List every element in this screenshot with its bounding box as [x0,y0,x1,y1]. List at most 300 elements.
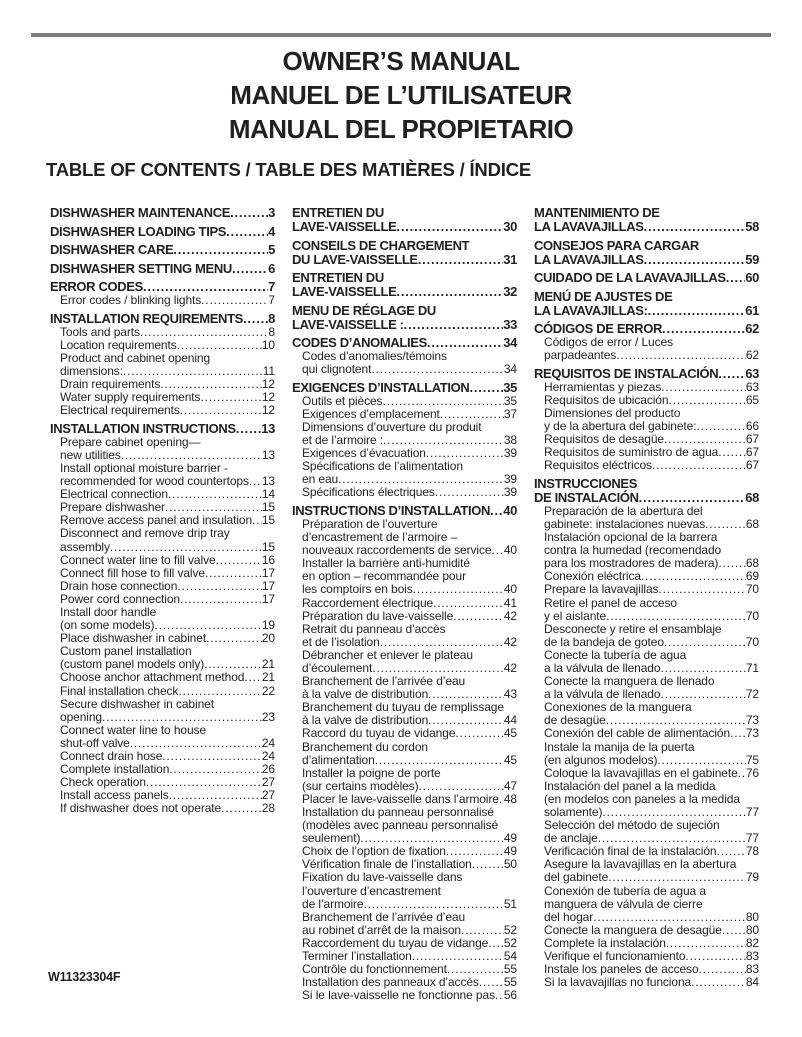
toc-entry-text: Conexión del cable de alimentación [544,726,731,741]
toc-entry-text: Raccord du tuyau de vidange [302,726,456,741]
toc-entry [50,698,275,724]
toc-entry-text: parpadeantes [544,348,617,363]
toc-entry-line [60,404,275,417]
dot-leader [691,976,746,989]
toc-entry-line [50,262,275,276]
toc-entry [534,623,759,649]
toc-page-number: 56 [503,988,517,1003]
dot-leader [380,636,504,649]
toc-entry-text: y de la abertura del gabinete: [544,418,697,433]
toc-entry-line: Débrancher et enlever le plateau [302,647,473,662]
toc-entry [50,593,275,606]
toc-entry-text: Check operation [60,775,146,790]
title-english: OWNER’S MANUAL [282,46,520,76]
toc-entry-line [302,898,517,911]
toc-entry-line: manguera de válvula de cierre [544,896,703,911]
toc-entry-text: Electrical requirements [60,403,180,418]
toc-entry-line: d’encastrement de l’armoire – [302,530,458,545]
dot-leader [419,780,504,793]
toc-entry-text: les comptoirs en bois [302,582,413,597]
toc-entry-text: de la bandeja de goteo [544,634,664,649]
toc-entry-text: Installation des panneaux d’accès [302,975,479,990]
toc-entry [292,806,517,845]
toc-entry-text: CUIDADO DE LA LAVAVAJILLAS [534,270,726,285]
toc-entry-line [544,636,759,649]
toc-entry-text: gabinete: instalaciones nuevas [544,516,706,531]
toc-entry [50,645,275,671]
toc-page-number: 24 [261,735,275,750]
toc-entry-line [302,727,517,740]
toc-entry-line: Disconnect and remove drip tray [60,526,230,541]
toc-entry-line: Asegure la lavavajillas en la abertura [544,857,737,872]
toc-section-heading [534,239,759,267]
dot-leader [140,326,269,339]
toc-entry-line: Branchement de l’arrivée d’eau [302,674,466,689]
toc-page-number: 68 [745,489,759,505]
dot-leader [180,404,262,417]
toc-entry-line: Conexión de tubería de agua a [544,883,706,898]
toc-entry-text: CODES D’ANOMALIES [292,335,427,350]
dot-leader [639,491,746,505]
toc-page-number: 67 [745,432,759,447]
toc-entry-line: contra la humedad (recomendado [544,543,722,558]
toc-entry-text: y el aislante [544,608,607,623]
toc-entry [534,701,759,727]
toc-page-number: 58 [745,219,759,234]
toc-page-number: 32 [503,284,517,299]
toc-column-english [50,206,275,1002]
toc-entry-line: Conecte la tubería de agua [544,647,687,662]
toc-entry-line: Dimensions d’ouverture du produit [302,419,482,434]
toc-page-number: 80 [745,909,759,924]
toc-page-number: 47 [503,778,517,793]
toc-entry-text: Place dishwasher in cabinet [60,631,207,646]
toc-entry [292,408,517,421]
toc-entry [292,557,517,596]
toc-section-heading [50,280,275,294]
toc-entry-text: Vérification finale de l’installation [302,857,472,872]
toc-page-number: 26 [261,762,275,777]
toc-entry-line [534,322,759,336]
toc-page-number: 66 [745,418,759,433]
dot-leader [221,802,262,815]
toc-entry-text: Water supply requirements [60,390,201,405]
toc-entry-text: REQUISITOS DE INSTALACIÓN [534,365,719,381]
toc-page-number: 35 [503,379,517,395]
toc-entry-text: Connect drain hose [60,749,163,763]
toc-entry-line [534,271,759,285]
toc-page-number: 70 [745,582,759,597]
manual-title [0,44,802,146]
toc-entry-line [292,318,517,332]
toc-section-heading [50,262,275,276]
toc-entry-text: Si le lave-vaisselle ne fonctionne pas [302,988,495,1003]
dot-leader [206,632,262,645]
toc-entry-text: Conexión eléctrica [544,569,641,584]
toc-entry-text: Tools and parts [60,324,140,339]
dot-leader [608,871,746,884]
dot-leader [435,486,504,499]
toc-entry-line: Branchement de l’arrivée d’eau [302,909,466,924]
toc-entry-line [50,280,275,294]
toc-entry-text: Coloque la lavavajillas en el gabinete [544,765,738,780]
toc-entry-text: au robinet d’arrêt de la maison [302,922,461,937]
toc-entry [534,767,759,780]
toc-entry-text: Exigences d’évacuation [302,446,426,461]
toc-page-number: 70 [745,608,759,623]
toc-entry-line [60,685,275,698]
toc-entry [50,567,275,580]
toc-page-number: 72 [745,687,759,702]
toc-page-number: 27 [261,788,275,803]
toc-section-heading [50,422,275,436]
toc-entry [50,339,275,352]
toc-entry-text: assembly [60,539,110,554]
toc-page-number: 77 [745,805,759,819]
toc-entry-line: Fixation du lave-vaisselle dans [302,870,463,885]
toc-entry [534,819,759,845]
toc-page-number: 3 [268,205,275,220]
toc-page-number: 55 [503,962,517,977]
toc-entry [292,675,517,701]
toc-entry-text: Drain requirements [60,376,161,391]
toc-page-number: 79 [745,870,759,885]
toc-entry-text: Final installation check [60,683,179,698]
toc-page-number: 44 [503,713,517,728]
toc-page-number: 17 [261,591,275,606]
toc-entry-line [544,871,759,884]
toc-entry-text: LA LAVAVAJILLAS [534,251,644,267]
toc-page-number: 40 [503,502,517,518]
toc-page-number: 28 [261,801,275,816]
toc-section-heading [534,290,759,318]
toc-entry-line: (en modelos con paneles a la medida [544,791,740,806]
dot-leader [244,671,261,684]
toc-entry [534,675,759,701]
toc-entry-line: Secure dishwasher in cabinet [60,696,214,711]
toc-page-number: 48 [503,791,517,806]
dot-leader [699,963,746,976]
dot-leader [201,294,268,307]
toc-entry-line: Spécifications de l’alimentation [302,459,463,474]
dot-leader [606,610,746,623]
toc-entry-text: DISHWASHER SETTING MENU [50,260,232,276]
toc-page-number: 42 [503,660,517,675]
toc-entry-text: Raccordement du tuyau de vidange [302,935,489,950]
toc-entry-text: Complete installation [60,762,170,777]
dot-leader [232,262,268,276]
toc-page-number: 35 [503,393,517,408]
toc-entry-line [60,365,275,378]
dot-leader [396,220,503,234]
toc-page-number: 77 [745,831,759,846]
toc-entry-line [50,225,275,239]
toc-page-number: 61 [745,302,759,318]
toc-entry [534,727,759,740]
toc-entry-line: CONSEILS DE CHARGEMENT [292,237,470,253]
toc-entry-line [534,220,759,234]
toc-page-number: 15 [261,500,275,515]
toc-page-number: 69 [745,569,759,584]
toc-entry-line [60,294,275,307]
toc-page-number: 40 [503,582,517,597]
toc-entry-line: Desconecte y retire el ensamblaje [544,621,722,636]
toc-entry-text: ERROR CODES [50,279,143,294]
dot-leader [205,567,262,580]
toc-page-number: 17 [261,578,275,593]
toc-section-heading [534,271,759,285]
toc-page-number: 80 [745,922,759,937]
toc-entry-line [60,580,275,593]
toc-page-number: 39 [503,485,517,500]
toc-entry [50,802,275,815]
dot-leader [491,544,503,557]
toc-entry-text: INSTALLATION REQUIREMENTS [50,310,243,326]
toc-entry [534,583,759,596]
toc-page-number: 55 [503,975,517,990]
toc-page-number: 7 [268,293,275,307]
toc-page-number: 62 [745,348,759,363]
toc-page-number: 15 [261,539,275,554]
toc-page-number: 67 [745,445,759,460]
toc-page-number: 33 [503,316,517,332]
dot-leader [726,271,746,285]
toc-entry-line: Retire el panel de acceso [544,595,677,610]
toc-entry [292,989,517,1002]
dot-leader [177,580,262,593]
toc-entry [534,531,759,570]
toc-page-number: 68 [745,516,759,531]
dot-leader [657,754,745,767]
dot-leader [722,924,746,937]
dot-leader [121,449,262,462]
toc-entry-line: Instale la manija de la puerta [544,739,695,754]
dot-leader [413,583,504,596]
toc-entry-line [544,754,759,767]
toc-entry-line: INSTRUCCIONES [534,475,638,491]
toc-page-number: 41 [503,595,517,610]
toc-entry-text: Contrôle du fonctionnement [302,962,447,977]
dot-leader [593,911,746,924]
toc-entry-line [534,367,759,381]
toc-entry [534,505,759,531]
toc-entry-line [292,220,517,234]
dot-leader [178,685,262,698]
toc-page-number: 40 [503,543,517,558]
toc-entry-line [302,583,517,596]
toc-page-number: 12 [261,390,275,405]
toc-entry-line: Dimensiones del producto [544,405,681,420]
toc-page-number: 59 [745,251,759,267]
toc-entry [292,701,517,727]
toc-entry-text: Location requirements [60,337,177,352]
toc-page-number: 5 [268,242,275,257]
toc-entry-line: MANTENIMIENTO DE [534,205,660,220]
dot-leader [177,339,262,352]
toc-entry [292,421,517,447]
toc-page-number: 34 [503,362,517,377]
toc-entry-text: DISHWASHER CARE [50,242,174,257]
toc-entry-line [302,924,517,937]
toc-entry-text: Choose anchor attachment method [60,670,245,685]
toc-entry-text: shut-off valve [60,735,130,750]
toc-entry-text: de l’armoire [302,896,364,911]
toc-entry [50,671,275,684]
toc-entry-text: If dishwasher does not operate [60,801,222,816]
toc-entry-text: Connect fill hose to fill valve [60,565,205,580]
toc-section-heading [50,243,275,257]
toc-entry-text: d’alimentation [302,752,375,767]
toc-entry-text: Outils et pièces [302,393,383,408]
toc-entry-line: Custom panel installation [60,644,192,659]
toc-columns [50,206,759,1002]
dot-leader [455,727,503,740]
toc-section-heading [292,336,517,350]
toc-page-number: 16 [261,552,275,567]
dot-leader [143,280,268,294]
toc-page-number: 45 [503,752,517,767]
toc-entry [292,741,517,767]
toc-page-number: 23 [261,709,275,724]
dot-leader [668,394,745,407]
toc-entry-text: LAVE-VAISSELLE [292,219,397,234]
toc-entry [50,326,275,339]
toc-entry-line [544,767,759,780]
toc-entry-text: (custom panel models only) [60,657,205,672]
toc-entry-line: Installation du panneau personnalisé [302,805,494,819]
toc-entry-line: Preparación de la abertura del [544,503,703,518]
dot-leader [461,924,504,937]
toc-page-number: 62 [745,321,759,336]
toc-entry [534,459,759,472]
toc-page-number: 71 [745,660,759,675]
toc-entry-text: new utilities [60,447,121,462]
toc-entry [292,350,517,376]
toc-entry-line [60,326,275,339]
toc-entry-line: ENTRETIEN DU [292,270,384,285]
toc-section-heading [292,206,517,234]
dot-leader [404,318,504,332]
toc-section-heading [50,225,275,239]
dot-leader [662,322,745,336]
toc-entry [292,395,517,408]
dot-leader [110,541,262,554]
toc-section-heading [50,206,275,220]
dot-leader [696,420,745,433]
toc-entry-line [302,363,517,376]
toc-section-heading [292,504,517,518]
toc-entry-text: LAVE-VAISSELLE [292,284,397,299]
toc-page-number: 51 [503,896,517,911]
toc-entry-text: Raccordement électrique [302,595,434,610]
toc-entry-text: DISHWASHER MAINTENANCE [50,205,231,220]
toc-entry-line [60,802,275,815]
toc-entry-line: ENTRETIEN DU [292,205,384,220]
toc-entry-line: Prepare cabinet opening— [60,434,201,449]
toc-entry-text: Spécifications électriques [302,485,435,500]
toc-page-number: 63 [745,379,759,394]
toc-entry [50,580,275,593]
toc-entry-line: Conecte la manguera de llenado [544,674,715,689]
document-part-number: W11323304F [48,970,121,984]
toc-entry-text: (sur certains modèles) [302,778,419,793]
toc-entry [534,649,759,675]
dot-leader [162,750,262,763]
toc-entry-line [544,349,759,362]
dot-leader [453,610,504,623]
toc-entry-line: Connect water line to house [60,722,207,737]
toc-entry-line: Retrait du panneau d’accès [302,621,446,636]
toc-entry [534,597,759,623]
toc-page-number: 8 [268,324,275,339]
dot-leader [427,336,503,350]
toc-entry [534,858,759,884]
toc-entry-text: Requisitos de desagüe [544,432,664,447]
toc-page-number: 4 [268,223,275,239]
toc-entry-text: dimensions: [60,363,123,378]
toc-entry-line [60,567,275,580]
dot-leader [469,381,503,395]
toc-entry [50,436,275,462]
dot-leader [200,391,261,404]
dot-leader [718,367,745,381]
toc-entry-text: Drain hose connection [60,578,178,593]
toc-entry-text: EXIGENCES D’INSTALLATION [292,379,470,395]
toc-page-number: 13 [261,420,275,436]
toc-entry-line [302,597,517,610]
toc-entry-line: en option – recommandée pour [302,569,466,584]
toc-entry [50,462,275,488]
dot-leader [730,727,746,740]
dot-leader [180,593,262,606]
toc-page-number: 50 [503,857,517,872]
toc-entry-text: Error codes / blinking lights [60,293,202,307]
toc-page-number: 10 [261,337,275,352]
toc-entry-line [544,583,759,596]
toc-page-number: 67 [745,458,759,473]
toc-entry-text: LA LAVAVAJILLAS: [534,302,648,318]
toc-entry-text: solamente) [544,805,603,819]
toc-entry [292,610,517,623]
toc-entry [292,460,517,486]
toc-page-number: 54 [503,949,517,964]
dot-leader [472,858,504,871]
dot-leader [169,763,262,776]
toc-entry-text: Terminer l’installation [302,949,412,964]
toc-entry-line [60,339,275,352]
toc-entry-line [534,253,759,267]
toc-entry-text: Verifique el funcionamiento [544,949,686,964]
toc-entry-text: INSTRUCTIONS D’INSTALLATION [292,502,491,518]
toc-entry [50,606,275,632]
dot-leader [433,597,504,610]
dot-leader [230,206,268,220]
dot-leader [123,365,263,378]
toc-entry [292,623,517,649]
dot-leader [658,583,745,596]
toc-page-number: 78 [745,844,759,859]
dot-leader [738,767,746,780]
toc-entry-line: Install door handle [60,604,157,619]
toc-page-number: 12 [261,376,275,391]
toc-page-number: 83 [745,962,759,977]
toc-entry-line [50,243,275,257]
toc-entry-line [302,989,517,1002]
toc-page-number: 7 [268,279,275,294]
toc-entry-text: Electrical connection [60,487,168,502]
toc-entry-text: DE INSTALACIÓN [534,489,639,505]
toc-entry-line [50,422,275,436]
